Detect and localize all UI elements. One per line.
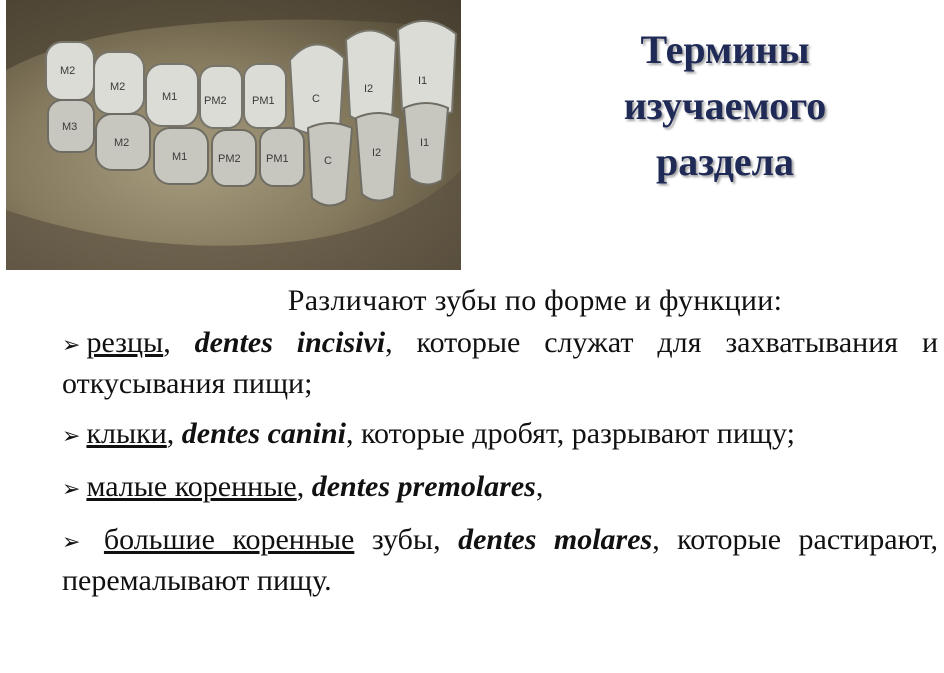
intro-text: Различают зубы по форме и функции: <box>287 284 783 317</box>
tooth-label: I1 <box>418 75 428 87</box>
title-line: Термины <box>640 27 810 72</box>
term-latin: dentes molares <box>458 523 653 556</box>
arrow-bullet-icon: ➢ <box>62 333 81 358</box>
term-description: , которые служат для захватывания и откусывания пищи; <box>62 326 938 400</box>
term-separator: зубы, <box>354 523 441 556</box>
tooth-label: M1 <box>172 151 188 163</box>
list-item <box>62 324 938 403</box>
arrow-bullet-icon: ➢ <box>62 477 81 502</box>
term-separator: , <box>296 470 305 503</box>
term-ru: резцы <box>86 326 164 359</box>
term-separator: , <box>163 326 171 359</box>
term-description: , <box>535 470 544 503</box>
term-ru: большие коренные <box>103 523 355 556</box>
tooth-label: C <box>324 155 332 167</box>
term-latin: dentes canini <box>181 417 346 450</box>
tooth-label: I2 <box>364 83 374 95</box>
tooth-label: PM2 <box>218 153 241 165</box>
tooth-label: M1 <box>162 91 178 103</box>
arrow-bullet-icon: ➢ <box>62 530 81 555</box>
tooth-label: PM1 <box>252 95 275 107</box>
tooth-label: M2 <box>114 137 130 149</box>
slide-title <box>560 22 890 190</box>
tooth-label: M3 <box>62 121 78 133</box>
term-description: , которые растирают, перемалывают пищу. <box>62 523 938 597</box>
arrow-bullet-icon: ➢ <box>62 424 81 449</box>
tooth-label: M2 <box>60 65 76 77</box>
tooth-label: I1 <box>420 137 430 149</box>
teeth-illustration <box>6 0 461 270</box>
title-line: изучаемого <box>623 83 827 128</box>
term-latin: dentes premolares <box>311 470 536 503</box>
tooth-label: C <box>312 93 320 105</box>
tooth-label: PM1 <box>266 153 289 165</box>
term-ru: малые коренные <box>86 470 297 503</box>
tooth-label: PM2 <box>204 95 227 107</box>
tooth-label: M2 <box>110 81 126 93</box>
term-separator: , <box>166 417 175 450</box>
list-item <box>62 468 938 509</box>
slide-body <box>62 282 938 612</box>
tooth-label: I2 <box>372 147 382 159</box>
term-ru: клыки <box>86 417 167 450</box>
term-description: , которые дробят, разрывают пищу; <box>345 417 795 450</box>
list-item <box>62 415 938 456</box>
teeth-photo <box>6 0 461 270</box>
list-item <box>62 521 938 600</box>
title-line: раздела <box>655 139 795 184</box>
term-latin: dentes incisivi <box>194 326 386 359</box>
